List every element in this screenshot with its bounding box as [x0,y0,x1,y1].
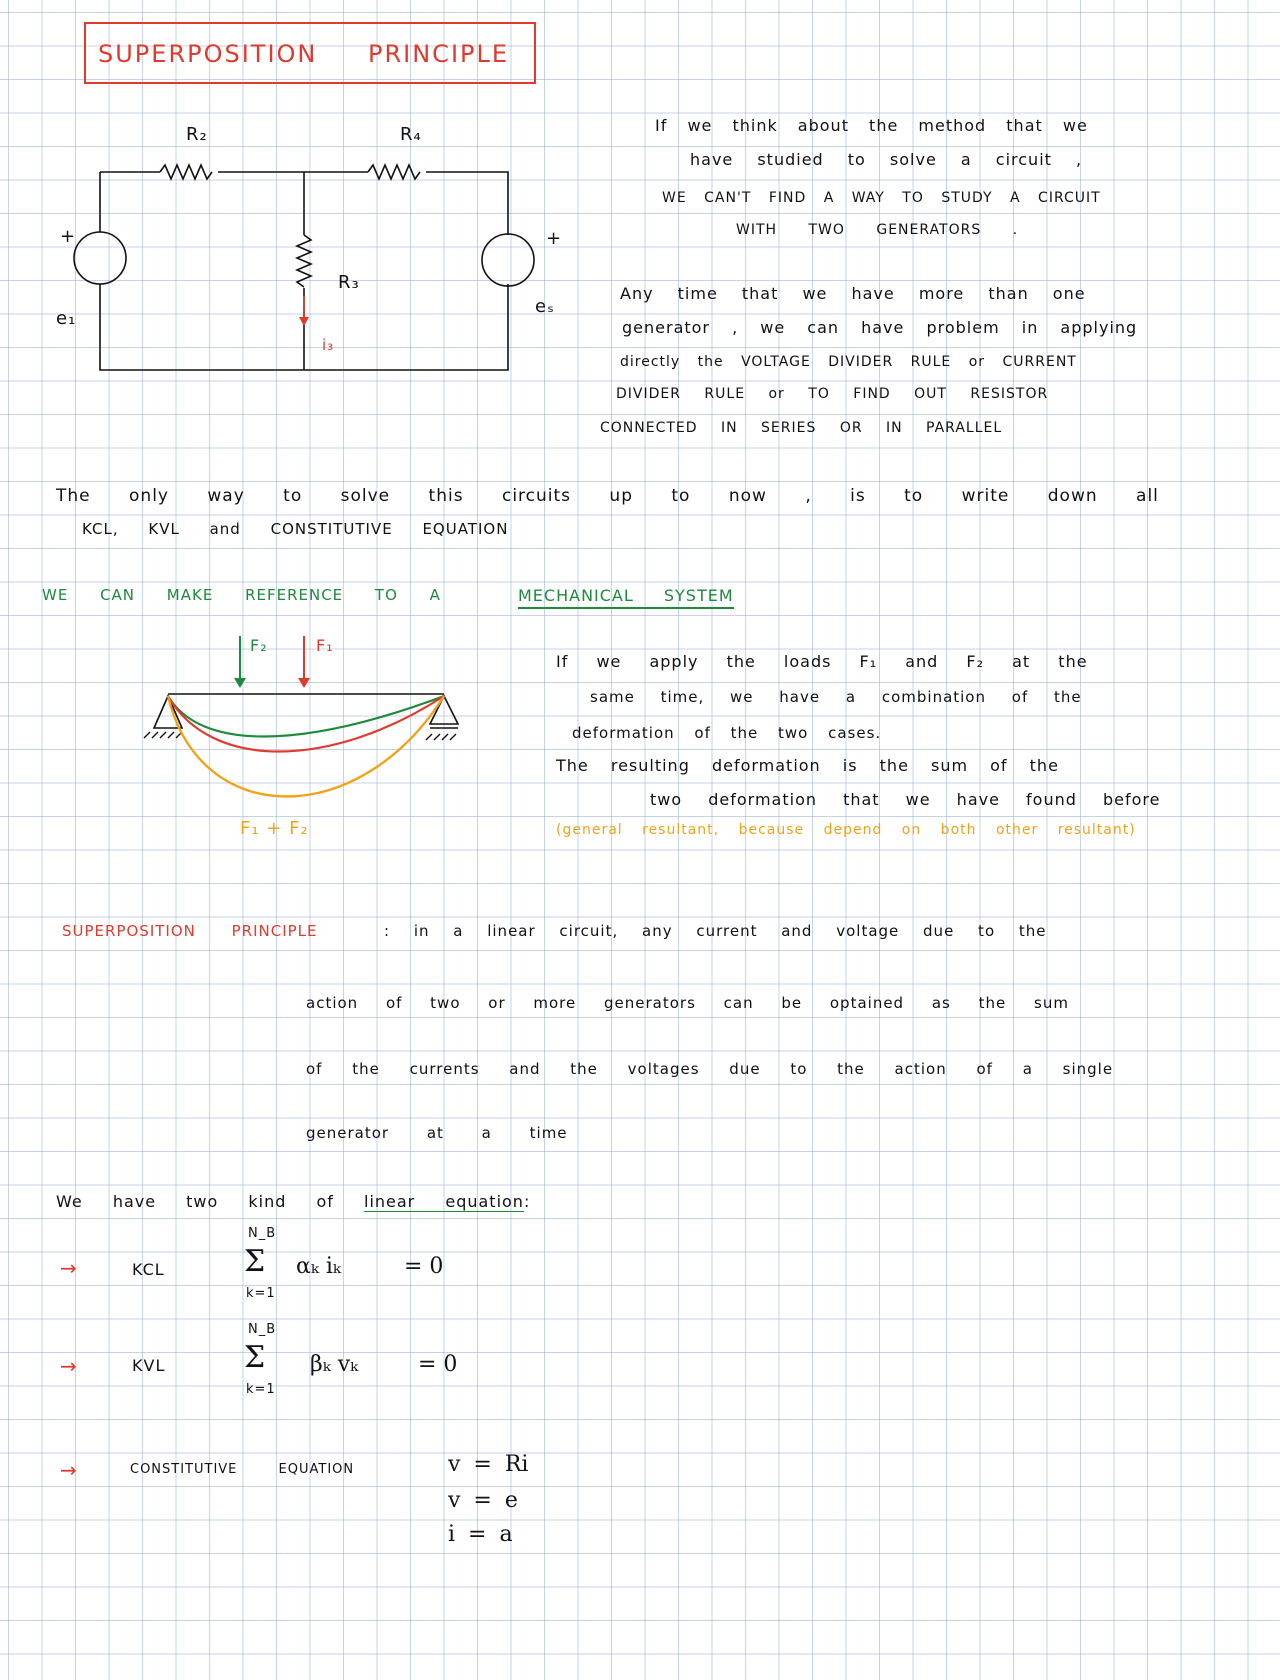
loads-line-3: deformation of the two cases. [572,724,882,742]
kcl-body: αₖ iₖ [296,1254,341,1279]
principle-line-3: of the currents and the voltages due to the action of a single [306,1060,1114,1078]
kcl-sum-lower: k=1 [246,1286,276,1301]
plus-right: + [546,228,563,249]
principle-label: SUPERPOSITION PRINCIPLE [62,922,318,940]
label-f2: F₂ [250,636,268,655]
kvl-label: KVL [132,1356,166,1375]
label-f1-plus-f2: F₁ + F₂ [240,818,309,839]
constitutive-label: CONSTITUTIVE EQUATION [130,1462,355,1477]
label-r2: R₂ [186,124,208,145]
kvl-body: βₖ vₖ [310,1352,359,1377]
label-r4: R₄ [400,124,422,145]
intro-line-2: have studied to solve a circuit , [690,150,1083,169]
arrow-kvl: → [60,1354,77,1378]
anytime-line-4: DIVIDER RULE or TO FIND OUT RESISTOR [616,386,1049,402]
circuit-diagram [0,0,600,400]
label-e1: e₁ [56,308,77,329]
mechanical-system-label: MECHANICAL SYSTEM [518,586,734,609]
kcl-sum-sign: Σ [244,1244,266,1279]
onlyway-line-1: The only way to solve this circuits up to now , is to write down all [56,486,1159,506]
kcl-equals: = 0 [404,1254,444,1279]
anytime-line-5: CONNECTED IN SERIES OR IN PARALLEL [600,420,1003,436]
intro-line-4: WITH TWO GENERATORS . [736,222,1019,238]
principle-line-1: : in a linear circuit, any current and voltage due to the [384,922,1047,940]
anytime-line-3: directly the VOLTAGE DIVIDER RULE or CURRENT [620,354,1077,370]
anytime-line-1: Any time that we have more than one [620,284,1086,303]
title-word-superposition: SUPERPOSITION [98,40,318,68]
onlyway-line-2: KCL, KVL and CONSTITUTIVE EQUATION [82,520,509,538]
linear-intro: We have two kind of linear equation: [56,1192,531,1211]
arrow-constitutive: → [60,1458,77,1482]
plus-left: + [60,226,77,247]
kvl-sum-upper: N_B [248,1322,277,1337]
arrow-kcl: → [60,1256,77,1280]
constitutive-eq-3: i = a [448,1522,513,1547]
constitutive-eq-1: v = Ri [448,1452,529,1477]
label-i3: i₃ [322,336,335,354]
title-word-principle: PRINCIPLE [368,40,510,68]
loads-line-2: same time, we have a combination of the [590,688,1082,706]
kvl-sum-sign: Σ [244,1340,266,1375]
loads-line-6: (general resultant, because depend on both other resultant) [556,822,1136,838]
kcl-label: KCL [132,1260,165,1279]
loads-line-5: two deformation that we have found before [650,790,1161,809]
label-f1: F₁ [316,636,334,655]
principle-line-2: action of two or more generators can be optained as the sum [306,994,1069,1012]
kvl-equals: = 0 [418,1352,458,1377]
anytime-line-2: generator , we can have problem in applying [622,318,1138,337]
kvl-sum-lower: k=1 [246,1382,276,1397]
loads-line-1: If we apply the loads F₁ and F₂ at the [556,652,1088,671]
intro-line-3: WE CAN'T FIND A WAY TO STUDY A CIRCUIT [662,190,1101,206]
loads-line-4: The resulting deformation is the sum of the [556,756,1059,775]
label-r3: R₃ [338,272,360,293]
label-es: eₛ [535,296,555,317]
constitutive-eq-2: v = e [448,1488,518,1513]
principle-line-4: generator at a time [306,1124,568,1142]
kcl-sum-upper: N_B [248,1226,277,1241]
intro-line-1: If we think about the method that we [655,116,1088,135]
mechanical-prefix: WE CAN MAKE REFERENCE TO A [42,586,441,604]
